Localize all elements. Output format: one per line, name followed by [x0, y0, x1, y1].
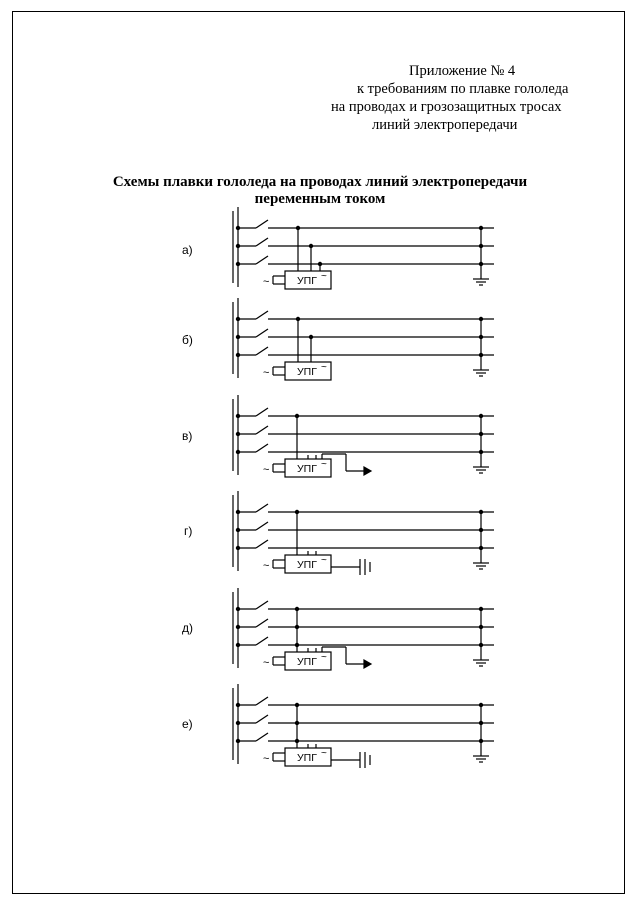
short-circuit-dot [479, 353, 483, 357]
disconnect-switch [256, 540, 268, 548]
upg-ac-output-symbol: ~ [321, 271, 327, 282]
short-circuit-dot [479, 226, 483, 230]
upg-ac-output-symbol: ~ [321, 652, 327, 663]
feeder-dot [295, 739, 299, 743]
disconnect-switch [256, 715, 268, 723]
short-circuit-dot [479, 450, 483, 454]
scheme-3 [233, 395, 494, 477]
annex-line-2: к требованиям по плавке гололеда [357, 81, 569, 97]
disconnect-switch [256, 522, 268, 530]
upg-ac-output-symbol: ~ [321, 362, 327, 373]
disconnect-switch [256, 256, 268, 264]
title-line-1: Схемы плавки гололеда на проводах линий электропередачи [112, 174, 528, 190]
diagram-label-d: д) [182, 621, 193, 635]
upg-unit-label: УПГ [297, 559, 317, 571]
ground-arrow-icon [364, 467, 371, 475]
short-circuit-dot [479, 262, 483, 266]
diagram-label-v: в) [182, 429, 193, 443]
short-circuit-dot [479, 739, 483, 743]
ac-supply-symbol: ~ [263, 276, 270, 288]
ac-supply-symbol: ~ [263, 753, 270, 765]
ac-supply-symbol: ~ [263, 560, 270, 572]
scheme-1 [233, 207, 494, 289]
short-circuit-dot [479, 244, 483, 248]
ac-supply-symbol: ~ [263, 464, 270, 476]
upg-unit-label: УПГ [297, 366, 317, 378]
disconnect-switch [256, 329, 268, 337]
feeder-dot [295, 414, 299, 418]
disconnect-switch [256, 408, 268, 416]
feeder-dot [295, 607, 299, 611]
disconnect-switch [256, 347, 268, 355]
upg-ac-output-symbol: ~ [321, 459, 327, 470]
disconnect-switch [256, 601, 268, 609]
short-circuit-dot [479, 335, 483, 339]
annex-line-4: линий электропередачи [372, 117, 518, 133]
feeder-dot [295, 625, 299, 629]
disconnect-switch [256, 504, 268, 512]
disconnect-switch [256, 619, 268, 627]
disconnect-switch [256, 220, 268, 228]
disconnect-switch [256, 733, 268, 741]
upg-unit-label: УПГ [297, 656, 317, 668]
upg-unit-label: УПГ [297, 275, 317, 287]
disconnect-switch [256, 444, 268, 452]
short-circuit-dot [479, 643, 483, 647]
scheme-5 [233, 588, 494, 670]
annex-line-3: на проводах и грозозащитных тросах [331, 99, 562, 115]
diagram-label-g: г) [184, 524, 193, 538]
short-circuit-dot [479, 721, 483, 725]
short-circuit-dot [479, 317, 483, 321]
short-circuit-dot [479, 625, 483, 629]
feeder-dot [296, 317, 300, 321]
scheme-4 [233, 491, 494, 575]
disconnect-switch [256, 697, 268, 705]
disconnect-switch [256, 311, 268, 319]
upg-ac-output-symbol: ~ [321, 555, 327, 566]
upg-unit-label: УПГ [297, 463, 317, 475]
ac-supply-symbol: ~ [263, 367, 270, 379]
short-circuit-dot [479, 432, 483, 436]
short-circuit-dot [479, 546, 483, 550]
disconnect-switch [256, 238, 268, 246]
ac-supply-symbol: ~ [263, 657, 270, 669]
title-line-2: переменным током [254, 191, 386, 207]
short-circuit-dot [479, 607, 483, 611]
disconnect-switch [256, 637, 268, 645]
feeder-dot [309, 244, 313, 248]
short-circuit-dot [479, 510, 483, 514]
feeder-dot [295, 721, 299, 725]
short-circuit-dot [479, 703, 483, 707]
upg-unit-label: УПГ [297, 752, 317, 764]
feeder-dot [309, 335, 313, 339]
scheme-2 [233, 298, 494, 380]
disconnect-switch [256, 426, 268, 434]
feeder-dot [295, 510, 299, 514]
feeder-dot [295, 703, 299, 707]
short-circuit-dot [479, 414, 483, 418]
feeder-dot [295, 643, 299, 647]
upg-ac-output-symbol: ~ [321, 748, 327, 759]
diagram-label-b: б) [182, 333, 193, 347]
diagram-label-a: а) [182, 243, 193, 257]
scheme-6 [233, 684, 494, 768]
ground-arrow-icon [364, 660, 371, 668]
feeder-dot [318, 262, 322, 266]
short-circuit-dot [479, 528, 483, 532]
diagram-label-e: е) [182, 717, 193, 731]
feeder-dot [296, 226, 300, 230]
annex-number: Приложение № 4 [409, 63, 516, 79]
